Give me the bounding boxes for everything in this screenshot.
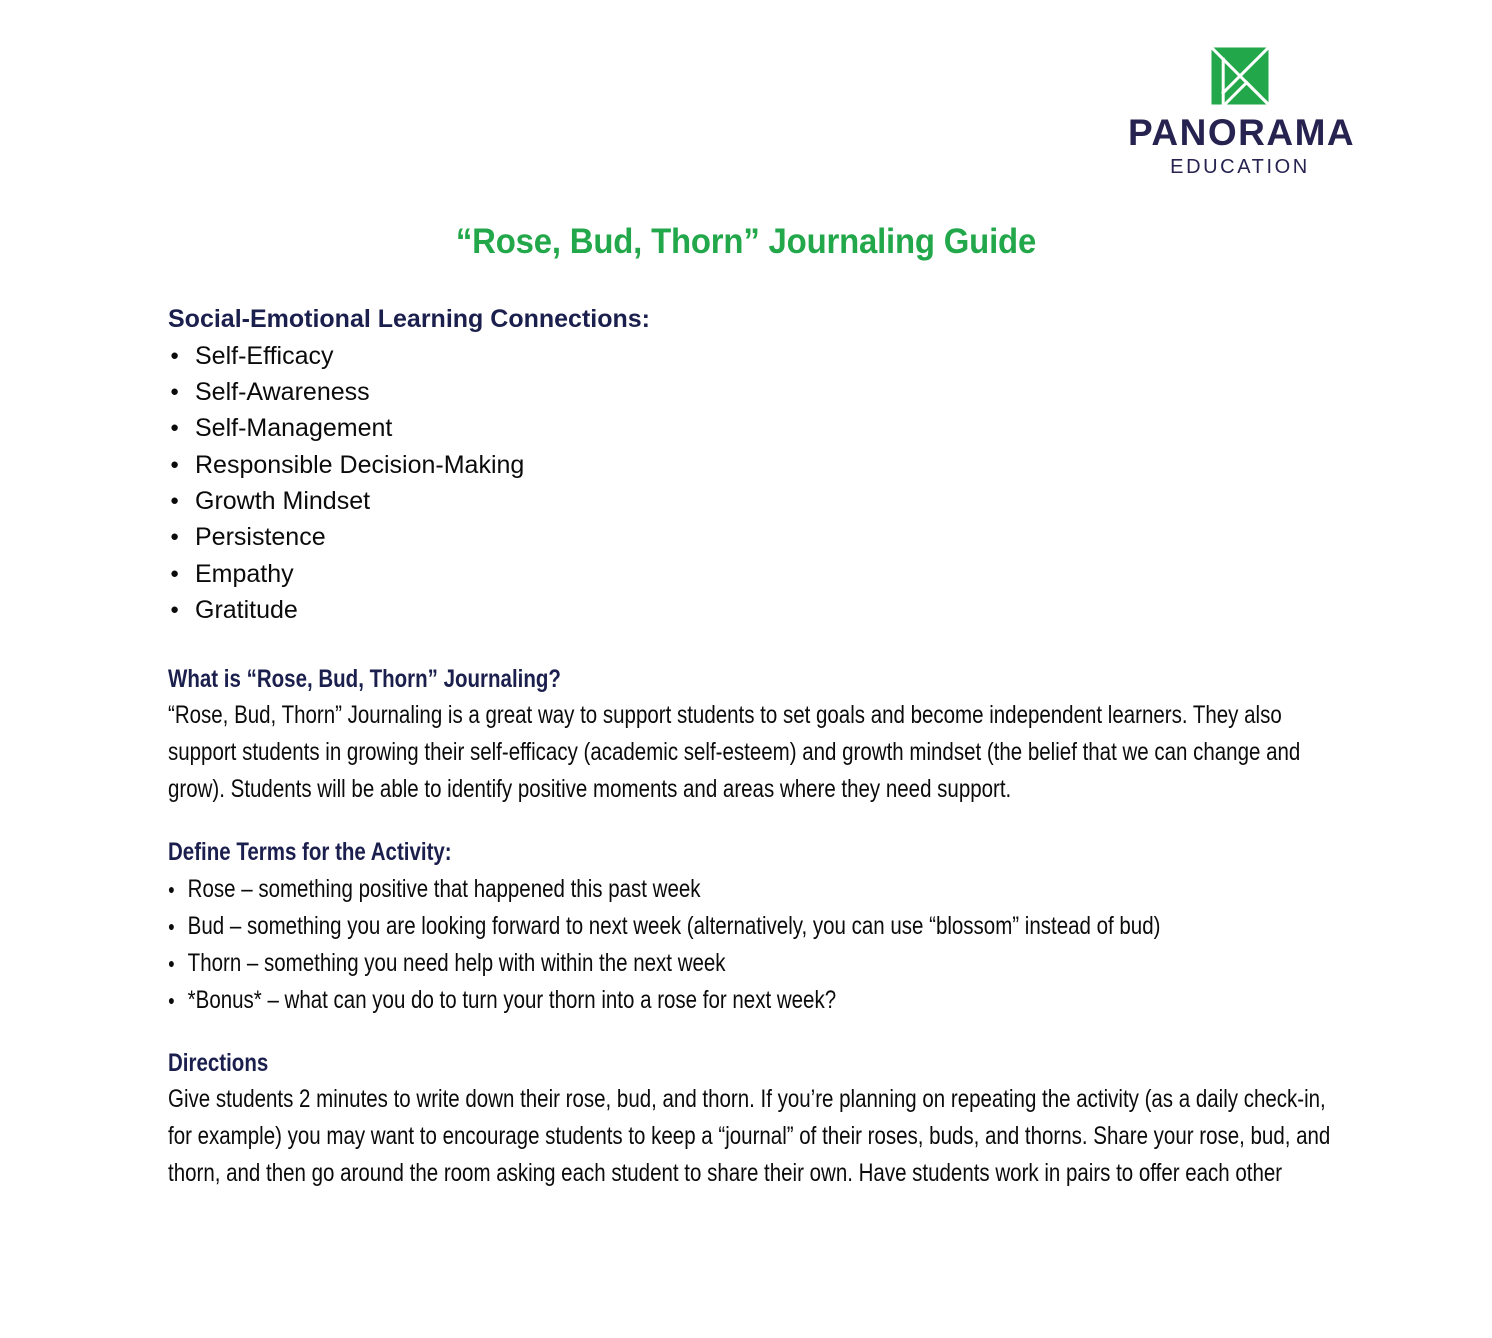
spacer <box>168 808 1338 838</box>
list-item: ● Growth Mindset <box>168 483 1338 519</box>
list-item: ● Bud – something you are looking forward to next week (alternatively, you can use “blossom” instead of bud) <box>168 908 1338 945</box>
directions-body <box>168 1081 1338 1192</box>
list-item: ● Responsible Decision-Making <box>168 447 1338 483</box>
list-item: ● *Bonus* – what can you do to turn your thorn into a rose for next week? <box>168 982 1338 1019</box>
sel-connections-list <box>168 338 1338 629</box>
list-item: ● Rose – something positive that happened this past week <box>168 871 1338 908</box>
section-what-is-journaling <box>168 665 1338 809</box>
define-terms-heading: Define Terms for the Activity: <box>168 838 452 866</box>
define-terms-body <box>168 871 1338 1019</box>
list-item: ● Self-Awareness <box>168 374 1338 410</box>
logo-subword: EDUCATION <box>1170 156 1310 178</box>
what-is-journaling-body <box>168 697 1338 808</box>
list-item: ● Gratitude <box>168 592 1338 628</box>
page-title: “Rose, Bud, Thorn” Journaling Guide <box>455 222 1037 261</box>
spacer <box>168 629 1338 665</box>
logo-wordmark: PANORAMA <box>1128 112 1356 153</box>
spacer <box>168 1019 1338 1049</box>
what-is-journaling-heading: What is “Rose, Bud, Thorn” Journaling? <box>168 664 561 693</box>
section-define-terms <box>168 838 1338 1019</box>
document-content <box>168 305 1338 1192</box>
section-directions <box>168 1049 1338 1193</box>
list-item: ● Persistence <box>168 519 1338 555</box>
define-terms-list <box>168 871 1338 1019</box>
section-sel-connections <box>168 305 1338 629</box>
paragraph: Give students 2 minutes to write down their rose, bud, and thorn. If you’re planning on repeating the activity (as a daily check-in, for example) you may want to encourage students to keep a “journal” of their roses, buds, and thorns. Share your rose, bud, and thorn, and then go around the room asking each student to share their own. Have students work in pairs to offer each other <box>168 1085 1331 1187</box>
paragraph: “Rose, Bud, Thorn” Journaling is a great way to support students to set goals and become independent learners. They also support students in growing their self-efficacy (academic self-esteem) and growth mindset (the belief that we can change and grow). Students will be able to identify positive moments and areas where they need support. <box>168 701 1301 803</box>
list-item: ● Self-Management <box>168 410 1338 446</box>
panorama-education-logo <box>1128 46 1356 178</box>
list-item: ● Self-Efficacy <box>168 338 1338 374</box>
list-item: ● Thorn – something you need help with within the next week <box>168 945 1338 982</box>
list-item: ● Empathy <box>168 556 1338 592</box>
sel-connections-heading: Social-Emotional Learning Connections: <box>168 305 650 333</box>
directions-heading: Directions <box>168 1048 269 1077</box>
panorama-tangram-square-icon <box>1210 46 1270 106</box>
